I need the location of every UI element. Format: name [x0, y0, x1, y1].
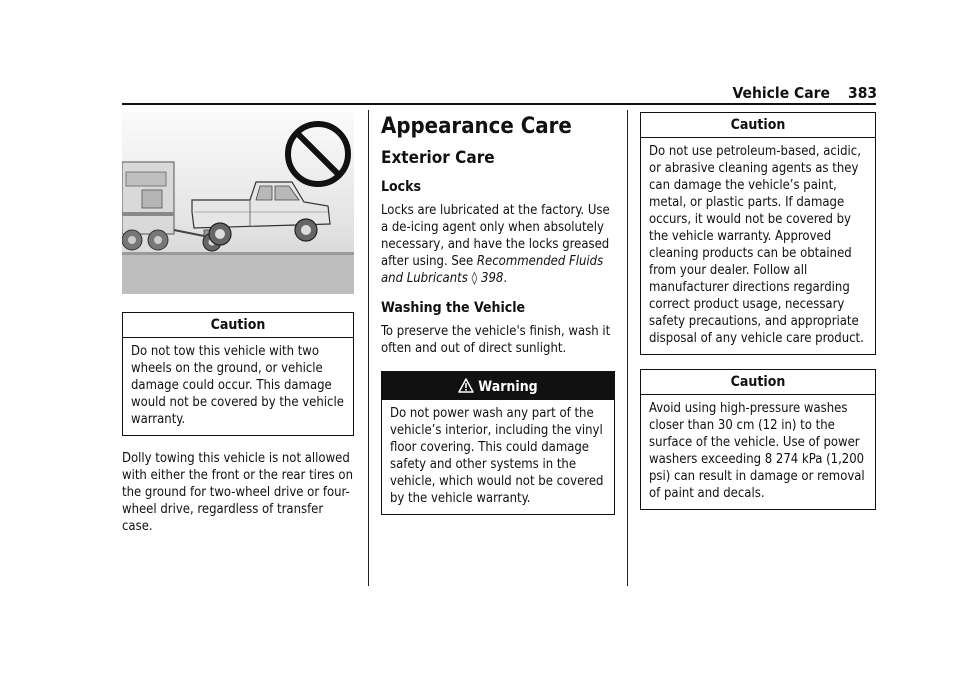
reference-page-number[interactable]: 398	[481, 271, 504, 286]
caution-box-cleaning-agents	[640, 112, 876, 355]
no-dolly-towing-illustration	[122, 112, 354, 294]
caution-text: Do not tow this vehicle with two wheels on the ground, or vehicle damage could occur. This damage would not be covered by the vehicle warranty.	[131, 344, 344, 427]
page-number: 383	[848, 84, 878, 102]
subsection-heading: Exterior Care	[381, 148, 495, 168]
warning-text: Do not power wash any part of the vehicle’s interior, including the vinyl floor covering. This could damage safety and other systems in the vehicle, which would not be covered by the vehicle warranty.	[390, 406, 604, 506]
caution-text: Do not use petroleum-based, acidic, or abrasive cleaning agents as they can damage the vehicle’s paint, metal, or plastic parts. If damage occurs, it would not be covered by the vehicle warranty. Approved cleaning products can be obtained from your dealer. Follow all manufacturer directions regarding correct product usage, necessary safety precautions, and appropriate disposal of any vehicle care product.	[649, 144, 864, 346]
column-left	[122, 112, 354, 547]
column-middle	[381, 112, 615, 529]
warning-title: Warning	[478, 379, 538, 395]
page-ref-icon: ◊	[471, 271, 478, 286]
dolly-towing-paragraph: Dolly towing this vehicle is not allowed with either the front or the rear tires on the ground for two-wheel drive or four-wheel drive, regardless of transfer case.	[122, 451, 354, 534]
caution-title: Caution	[641, 370, 875, 395]
column-right	[640, 112, 876, 524]
locks-text: Locks are lubricated at the factory. Use a de-icing agent only when absolutely necessary, and have the locks greased after using. See	[381, 203, 610, 269]
section-heading: Appearance Care	[381, 114, 572, 139]
locks-heading: Locks	[381, 179, 422, 195]
locks-paragraph: Locks are lubricated at the factory. Use a de-icing agent only when absolutely necessary, and have the locks greased after using. See Recommended Fluids and Lubricants ◊ 398.	[381, 203, 610, 286]
warning-icon	[458, 378, 474, 393]
header-rule	[122, 103, 876, 105]
washing-paragraph: To preserve the vehicle's finish, wash it often and out of direct sunlight.	[381, 324, 611, 356]
column-divider	[368, 110, 369, 586]
column-divider	[627, 110, 628, 586]
fluids-reference-link[interactable]: Recommended Fluids and Lubricants	[381, 254, 604, 286]
warning-header	[382, 372, 614, 400]
warning-box	[381, 371, 615, 515]
caution-title: Caution	[123, 313, 353, 338]
washing-heading: Washing the Vehicle	[381, 300, 526, 316]
section-title: Vehicle Care	[732, 84, 830, 102]
caution-box-pressure-wash	[640, 369, 876, 510]
caution-box	[122, 312, 354, 436]
caution-text: Avoid using high-pressure washes closer than 30 cm (12 in) to the surface of the vehicle. Use of power washers exceeding 8 274 kPa (1,200 psi) can result in damage or removal of paint and decals.	[649, 401, 865, 501]
caution-title: Caution	[641, 113, 875, 138]
